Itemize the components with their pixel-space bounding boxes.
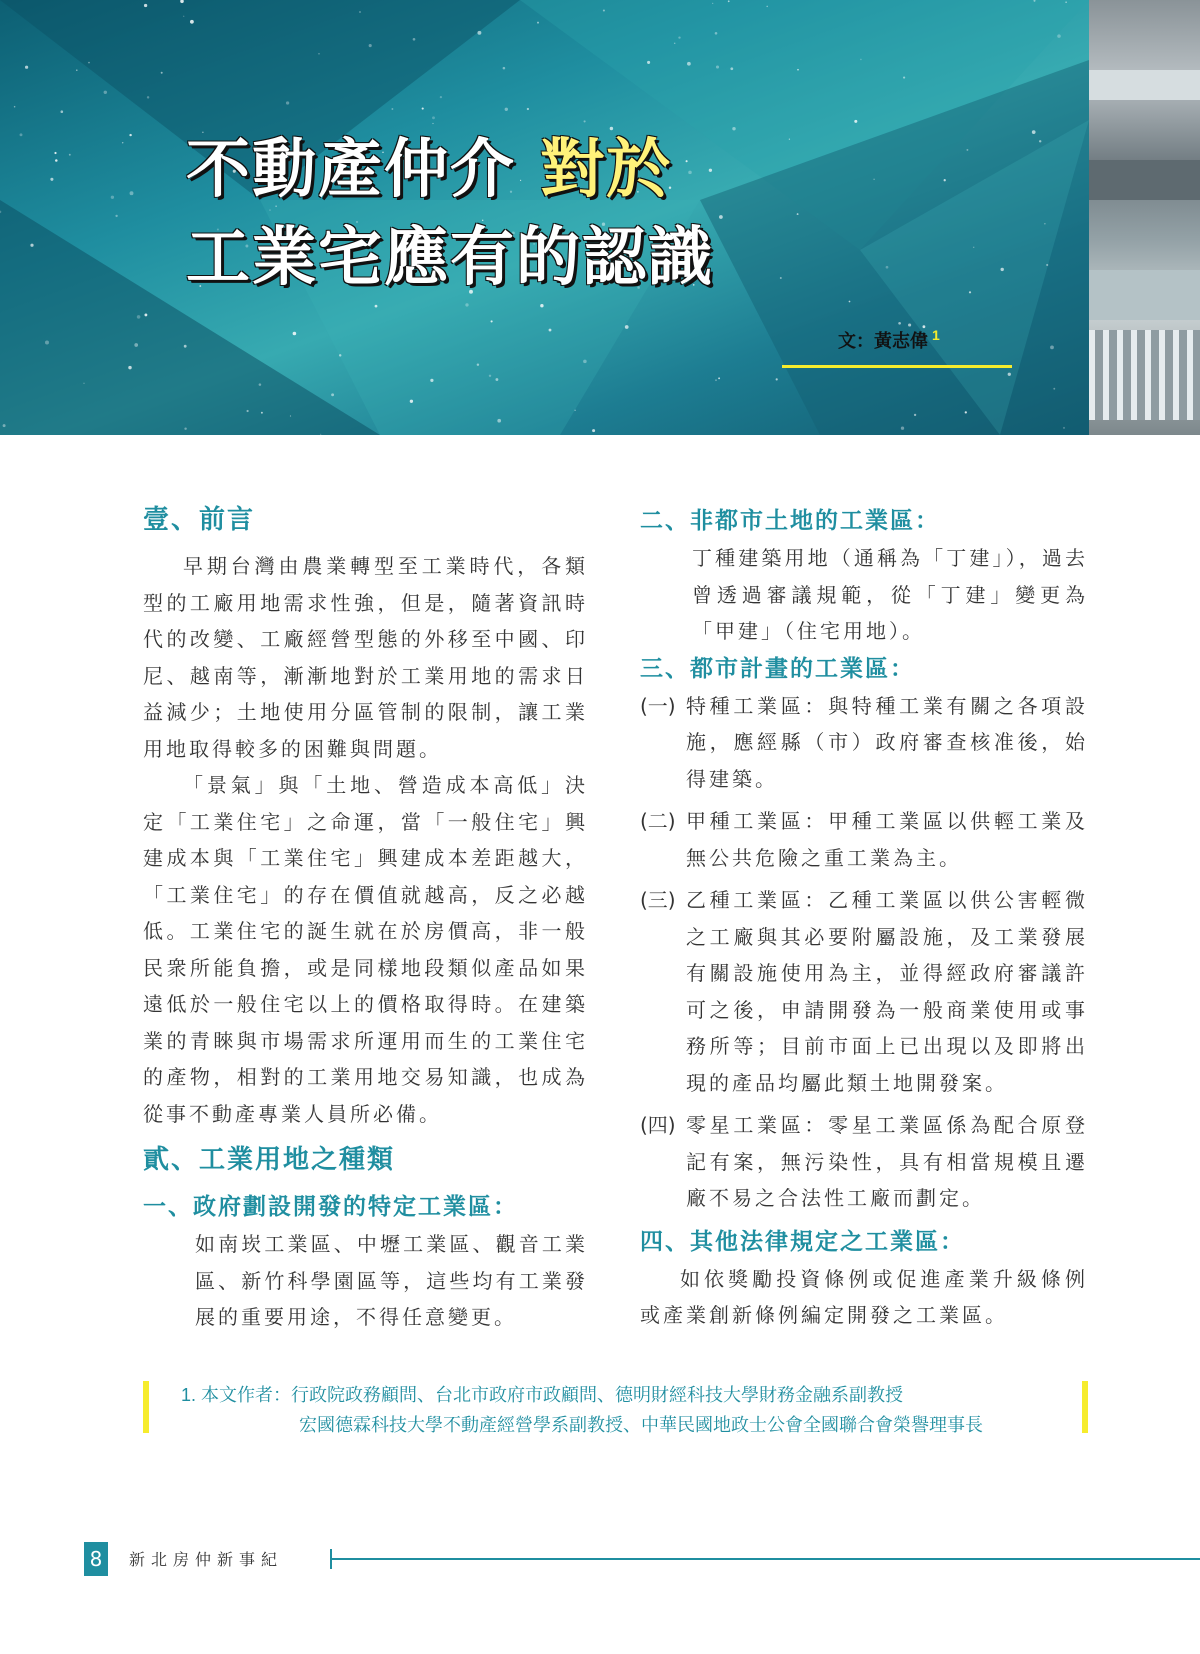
page-title-line1 [186,118,672,210]
star-speck [76,69,77,70]
star-speck [603,9,605,11]
star-speck [732,127,735,130]
list-item-text: 甲種工業區：甲種工業區以供輕工業及無公共危險之重工業為主。 [686,809,1088,870]
title-highlight: 對於 [540,133,673,207]
paragraph: 丁種建築用地（通稱為「丁建」），過去曾透過審議規範，從「丁建」變更為「甲建」（住宅用地）。 [692,546,1088,643]
footnote-bar-left [143,1381,149,1433]
list-item-text: 乙種工業區：乙種工業區以供公害輕微之工廠與其必要附屬設施，及工業發展有關設施使用為主，並得經政府審議許可之後，申請開發為一般商業使用或事務所等；目前市面上已出現以及即將出現的產品均屬此類土地開發案。 [686,888,1088,1095]
star-speck [83,383,84,384]
footnote-line: 宏國德霖科技大學不動產經營學系副教授、中華民國地政士公會全國聯合會榮譽理事長 [299,1415,983,1435]
star-speck [709,169,712,172]
star-speck [54,152,56,154]
list-item [640,688,1088,798]
star-speck [973,247,974,248]
star-speck [719,215,723,219]
star-speck [674,43,675,44]
star-speck [886,266,889,269]
star-speck [293,332,297,336]
star-speck [583,360,587,364]
section-heading-types: 貳、工業用地之種類 [143,1145,396,1175]
star-speck [1063,427,1065,429]
footer-rule [330,1558,1200,1560]
list-item-number: (一) [640,693,676,718]
star-speck [3,424,6,427]
star-speck [1032,130,1036,134]
star-speck [491,320,493,322]
star-speck [45,341,49,345]
star-speck [130,191,134,195]
footnote-bar-right [1082,1381,1088,1433]
star-speck [686,160,688,162]
list-item-number: (二) [640,809,676,833]
byline-rule [782,365,1012,368]
star-speck [1000,268,1003,271]
star-speck [678,36,680,38]
star-speck [574,410,575,411]
star-speck [331,393,334,396]
star-speck [903,77,905,79]
star-speck [320,434,321,435]
star-speck [111,196,114,199]
list-item-number: (三) [640,888,676,912]
header-banner [0,0,1200,435]
star-speck [718,377,720,379]
star-speck [1008,373,1011,376]
star-speck [261,412,263,414]
author-footnote [143,1381,1088,1439]
list-item [640,803,1088,876]
star-speck [477,31,481,35]
star-speck [440,96,442,98]
list-item [640,882,1088,1101]
star-speck [730,67,733,70]
star-speck [88,62,90,64]
star-speck [625,325,629,329]
star-speck [780,277,782,279]
star-speck [259,383,262,386]
star-speck [115,215,117,217]
star-speck [1057,34,1061,38]
section-heading-intro: 壹、前言 [143,505,256,535]
page-title-line2: 工業宅應有的認識 [186,221,714,295]
list-item-text: 特種工業區：與特種工業有關之各項設施，應經縣（市）政府審查核准後，始得建築。 [686,693,1088,791]
star-speck [184,345,187,348]
fountain-photo [1089,0,1200,435]
star-speck [766,6,768,8]
star-speck [122,142,123,143]
star-speck [369,44,372,47]
star-speck [914,414,916,416]
star-speck [25,66,28,69]
paragraph: 如南崁工業區、中壢工業區、觀音工業區、新竹科學園區等，這些均有工業發展的重要用途，不得任意變更。 [195,1232,588,1329]
star-speck [247,410,249,412]
author-name: 文：黃志偉 [838,331,928,351]
photo-ledge [1089,160,1200,200]
magazine-name: 新北房仲新事紀 [129,1550,284,1569]
page-number: 8 [84,1542,108,1576]
list-item [640,1107,1088,1217]
paragraph: 如依獎勵投資條例或促進產業升級條例或產業創新條例編定開發之工業區。 [640,1266,1088,1327]
star-speck [1053,388,1055,390]
star-speck [465,303,468,306]
star-speck [854,120,857,123]
star-speck [20,133,23,136]
star-speck [30,244,33,247]
star-speck [715,379,717,381]
star-speck [712,3,713,4]
star-speck [540,304,543,307]
star-speck [422,108,424,110]
star-speck [1033,0,1035,2]
author-byline [838,327,940,353]
star-speck [505,108,508,111]
star-speck [503,67,506,70]
star-speck [849,301,851,303]
star-speck [489,375,491,377]
list-item-text: 零星工業區：零星工業區係為配合原登記有案，無污染性，具有相當規模且遷廠不易之合法性工廠而劃定。 [686,1113,1088,1210]
star-speck [789,139,790,140]
star-speck [430,379,433,382]
star-speck [715,32,718,35]
star-speck [537,22,539,24]
star-speck [1046,264,1048,266]
star-speck [410,400,413,403]
star-speck [1039,140,1041,142]
star-speck [184,427,186,429]
subsection-heading: 二、非都市土地的工業區： [640,508,940,534]
star-speck [965,411,967,413]
star-speck [134,343,138,347]
star-speck [147,96,149,98]
star-speck [183,16,184,17]
star-speck [50,178,53,181]
star-speck [716,65,719,68]
star-speck [144,4,147,7]
paragraph: 早期台灣由農業轉型至工業時代，各類型的工廠用地需求性強，但是，隨著資訊時代的改變、工廠經營型態的外移至中國、印尼、越南等，漸漸地對於工業用地的需求日益減少；土地使用分區管制的限制，讓工業用地取得較多的困難與問題。 [143,554,588,761]
star-speck [144,313,147,316]
star-speck [495,378,498,381]
star-speck [549,329,552,332]
star-speck [728,0,730,2]
star-speck [797,69,799,71]
photo-ledge [1089,270,1200,320]
star-speck [969,291,971,293]
subsection-heading: 一、政府劃設開發的特定工業區： [143,1194,518,1220]
footnote-line: 1. 本文作者：行政院政務顧問、台北市政府市政顧問、德明財經科技大學財務金融系副教授 [181,1385,904,1405]
star-speck [286,101,289,104]
list-item-number: (四) [640,1113,676,1137]
star-speck [1044,223,1045,224]
star-speck [128,366,131,369]
star-speck [180,0,184,3]
star-speck [55,159,58,162]
star-speck [391,108,393,110]
star-speck [1050,346,1054,350]
star-speck [776,378,778,380]
title-part-a: 不動產仲介 [186,133,516,207]
star-speck [966,149,968,151]
star-speck [944,179,946,181]
star-speck [69,154,71,156]
star-speck [104,91,107,94]
star-speck [359,11,360,12]
photo-ledge [1089,70,1200,100]
star-speck [592,429,595,432]
star-speck [375,305,378,308]
star-speck [290,415,291,416]
right-column [640,502,1088,1334]
star-speck [339,354,341,356]
star-speck [688,171,692,175]
star-speck [687,62,691,66]
star-speck [0,211,1,213]
subsection-heading: 四、其他法律規定之工業區： [640,1228,965,1255]
star-speck [860,59,862,61]
star-speck [161,72,163,74]
star-speck [647,61,650,64]
star-speck [873,179,874,180]
star-speck [477,363,479,365]
paragraph: 「景氣」與「土地、營造成本高低」決定「工業住宅」之命運，當「一般住宅」興建成本與「工業住宅」興建成本差距越大，「工業住宅」的存在價值就越高，反之必越低。工業住宅的誕生就在於房價高，非一般民衆所能負擔，或是同樣地段類似產品如果遠低於一般住宅以上的價格取得時。在建築業的青睞與市場需求所運用而生的工業住宅的產物，相對的工業用地交易知識，也成為從事不動產專業人員所必備。 [143,773,588,1126]
star-speck [527,108,529,110]
star-speck [797,213,799,215]
star-speck [898,322,901,325]
star-speck [61,110,64,113]
footnote-ref: 1 [932,327,940,343]
star-speck [413,38,416,41]
star-speck [129,134,131,136]
star-speck [190,20,194,24]
star-speck [497,419,501,423]
photo-ledge [1089,330,1200,420]
star-speck [14,106,16,108]
star-speck [137,315,141,319]
star-speck [1065,1,1066,2]
left-column [143,498,588,1336]
star-speck [318,53,320,55]
subsection-heading: 三、都市計畫的工業區： [640,655,915,682]
star-speck [901,427,904,430]
